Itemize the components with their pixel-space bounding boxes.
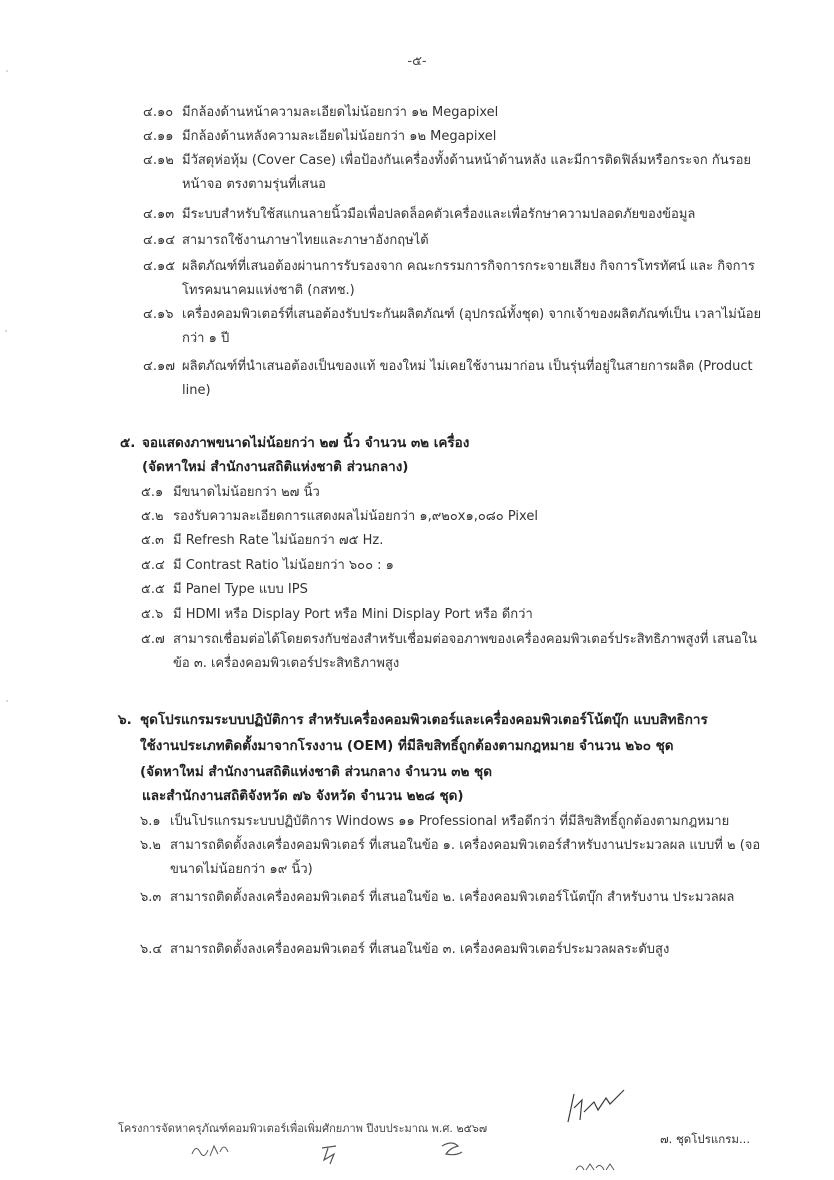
item-text: สามารถติดตั้งลงเครื่องคอมพิวเตอร์ ที่เสนอในข้อ ๒. เครื่องคอมพิวเตอร์โน้ตบุ๊ก สำหรับงาน ประมวลผล — [170, 890, 735, 905]
signature — [560, 1082, 630, 1132]
initials-mark — [574, 1158, 618, 1176]
spec-item-4-12 — [143, 149, 783, 197]
item-text: ผลิตภัณฑ์ที่เสนอต้องผ่านการรับรองจาก คณะกรรมการกิจการกระจายเสียง กิจการโทรทัศน์ และ กิจการโทรคมนาคมแห่งชาติ (กสทช.) — [182, 259, 755, 298]
spec-item-4-15 — [143, 255, 783, 303]
spec-item-6-1 — [140, 810, 790, 834]
initials-mark — [318, 1142, 342, 1168]
spec-item-4-17 — [143, 355, 783, 403]
item-number: ๖.๓ — [140, 890, 162, 905]
item-number: ๔.๑๑ — [143, 129, 174, 144]
item-number: ๕.๒ — [141, 509, 164, 524]
item-number: ๕.๗ — [141, 632, 165, 647]
spec-item-6-4 — [140, 938, 790, 962]
scan-mark — [5, 330, 7, 332]
item-text: มีขนาดไม่น้อยกว่า ๒๗ นิ้ว — [173, 485, 320, 500]
item-number: ๕.๓ — [141, 533, 164, 548]
section-5-subtitle — [142, 455, 782, 479]
item-text: มี Refresh Rate ไม่น้อยกว่า ๗๕ Hz. — [173, 533, 384, 548]
section-title-line: ชุดโปรแกรมระบบปฏิบัติการ สำหรับเครื่องคอมพิวเตอร์และเครื่องคอมพิวเตอร์โน้ตบุ๊ก แบบสิทธิการ — [140, 712, 708, 728]
scan-mark — [6, 700, 8, 702]
item-text: รองรับความละเอียดการแสดงผลไม่น้อยกว่า ๑,๙๒๐x๑,๐๘๐ Pixel — [173, 509, 538, 524]
item-text: สามารถเชื่อมต่อได้โดยตรงกับช่องสำหรับเชื่อมต่อจอภาพของเครื่องคอมพิวเตอร์ประสิทธิภาพสูงที่ เสนอในข้อ ๓. เครื่องคอมพิวเตอร์ประสิทธิภาพสูง — [173, 632, 757, 671]
item-text: มีวัสดุห่อหุ้ม (Cover Case) เพื่อป้องกันเครื่องทั้งด้านหน้าด้านหลัง และมีการติดฟิล์มหรือกระจก กันรอยหน้าจอ ตรงตามรุ่นที่เสนอ — [182, 153, 752, 192]
item-number: ๔.๑๕ — [143, 259, 176, 274]
spec-item-5-7 — [141, 628, 781, 676]
section-title-line: (จัดหาใหม่ สำนักงานสถิติแห่งชาติ ส่วนกลาง จำนวน ๓๒ ชุด — [140, 764, 492, 780]
item-text: เป็นโปรแกรมระบบปฏิบัติการ Windows ๑๑ Professional หรือดีกว่า ที่มีลิขสิทธิ์ถูกต้องตามกฎหมาย — [170, 814, 730, 829]
initials-mark — [190, 1140, 232, 1162]
item-text: เครื่องคอมพิวเตอร์ที่เสนอต้องรับประกันผลิตภัณฑ์ (อุปกรณ์ทั้งชุด) จากเจ้าของผลิตภัณฑ์เป็น เวลาไม่น้อยกว่า ๑ ปี — [182, 307, 762, 346]
item-number: ๖.๑ — [140, 814, 161, 829]
section-number: ๕. — [120, 435, 136, 451]
item-number: ๔.๑๗ — [143, 359, 175, 374]
item-number: ๕.๖ — [141, 607, 164, 622]
spec-item-6-2 — [140, 834, 790, 882]
item-number: ๔.๑๔ — [143, 233, 176, 248]
item-number: ๔.๑๒ — [143, 153, 174, 168]
item-text: สามารถติดตั้งลงเครื่องคอมพิวเตอร์ ที่เสนอในข้อ ๑. เครื่องคอมพิวเตอร์สำหรับงานประมวลผล แบบที่ ๒ (จอขนาดไม่น้อยกว่า ๑๙ นิ้ว) — [170, 838, 761, 877]
item-text: สามารถติดตั้งลงเครื่องคอมพิวเตอร์ ที่เสนอในข้อ ๓. เครื่องคอมพิวเตอร์ประมวลผลระดับสูง — [170, 942, 670, 957]
item-number: ๕.๔ — [141, 558, 165, 573]
item-number: ๔.๑๓ — [143, 207, 175, 222]
page-number: -๕- — [407, 54, 427, 69]
item-number: ๕.๑ — [141, 485, 164, 500]
section-subtitle: (จัดหาใหม่ สำนักงานสถิติแห่งชาติ ส่วนกลาง) — [142, 459, 409, 475]
item-number: ๖.๒ — [140, 838, 161, 853]
section-number: ๖. — [118, 712, 132, 728]
item-number: ๔.๑๐ — [143, 105, 174, 120]
spec-item-5-1 — [141, 481, 781, 505]
spec-item-5-6 — [141, 603, 781, 627]
section-title: จอแสดงภาพขนาดไม่น้อยกว่า ๒๗ นิ้ว จำนวน ๓๒ เครื่อง — [142, 435, 470, 451]
spec-item-4-13 — [143, 203, 783, 227]
spec-item-5-4 — [141, 554, 781, 578]
item-text: มีกล้องด้านหน้าความละเอียดไม่น้อยกว่า ๑๒ Megapixel — [182, 105, 499, 120]
spec-item-6-3 — [140, 886, 790, 934]
spec-item-4-11 — [143, 125, 783, 149]
item-text: มี Contrast Ratio ไม่น้อยกว่า ๖๐๐ : ๑ — [173, 558, 394, 573]
spec-item-4-16 — [143, 303, 783, 351]
spec-item-4-10 — [143, 101, 783, 125]
section-6-heading — [118, 708, 784, 732]
spec-item-5-5 — [141, 578, 781, 602]
section-title-line: และสำนักงานสถิติจังหวัด ๗๖ จังหวัด จำนวน ๒๒๘ ชุด) — [142, 788, 464, 804]
item-number: ๖.๔ — [140, 942, 163, 957]
item-number: ๔.๑๖ — [143, 307, 174, 322]
item-text: ผลิตภัณฑ์ที่นำเสนอต้องเป็นของแท้ ของใหม่ ไม่เคยใช้งานมาก่อน เป็นรุ่นที่อยู่ในสายการผลิต (Product line) — [182, 359, 753, 398]
section-title-line: ใช้งานประเภทติดตั้งมาจากโรงงาน (OEM) ที่มีลิขสิทธิ์ถูกต้องตามกฎหมาย จำนวน ๒๖๐ ชุด — [140, 738, 674, 754]
spec-item-4-14 — [143, 229, 783, 253]
spec-item-5-2 — [141, 505, 781, 529]
item-text: มีระบบสำหรับใช้สแกนลายนิ้วมือเพื่อปลดล็อคตัวเครื่องและเพื่อรักษาความปลอดภัยของข้อมูล — [182, 207, 696, 222]
spec-item-5-3 — [141, 529, 781, 553]
section-6-title-line — [142, 784, 782, 808]
footer-project: โครงการจัดหาครุภัณฑ์คอมพิวเตอร์เพื่อเพิ่มศักยภาพ ปีงบประมาณ พ.ศ. ๒๕๖๗ — [118, 1122, 488, 1135]
item-text: มีกล้องด้านหลังความละเอียดไม่น้อยกว่า ๑๒ Megapixel — [182, 129, 497, 144]
initials-mark — [438, 1138, 468, 1160]
item-text: สามารถใช้งานภาษาไทยและภาษาอังกฤษได้ — [182, 233, 429, 248]
item-text: มี HDMI หรือ Display Port หรือ Mini Display Port หรือ ดีกว่า — [173, 607, 533, 622]
footer-continued: ๗. ชุดโปรแกรม... — [660, 1132, 750, 1146]
section-6-title-line — [140, 760, 780, 784]
item-text: มี Panel Type แบบ IPS — [173, 582, 308, 597]
item-number: ๕.๕ — [141, 582, 165, 597]
section-6-title-line — [140, 734, 780, 758]
